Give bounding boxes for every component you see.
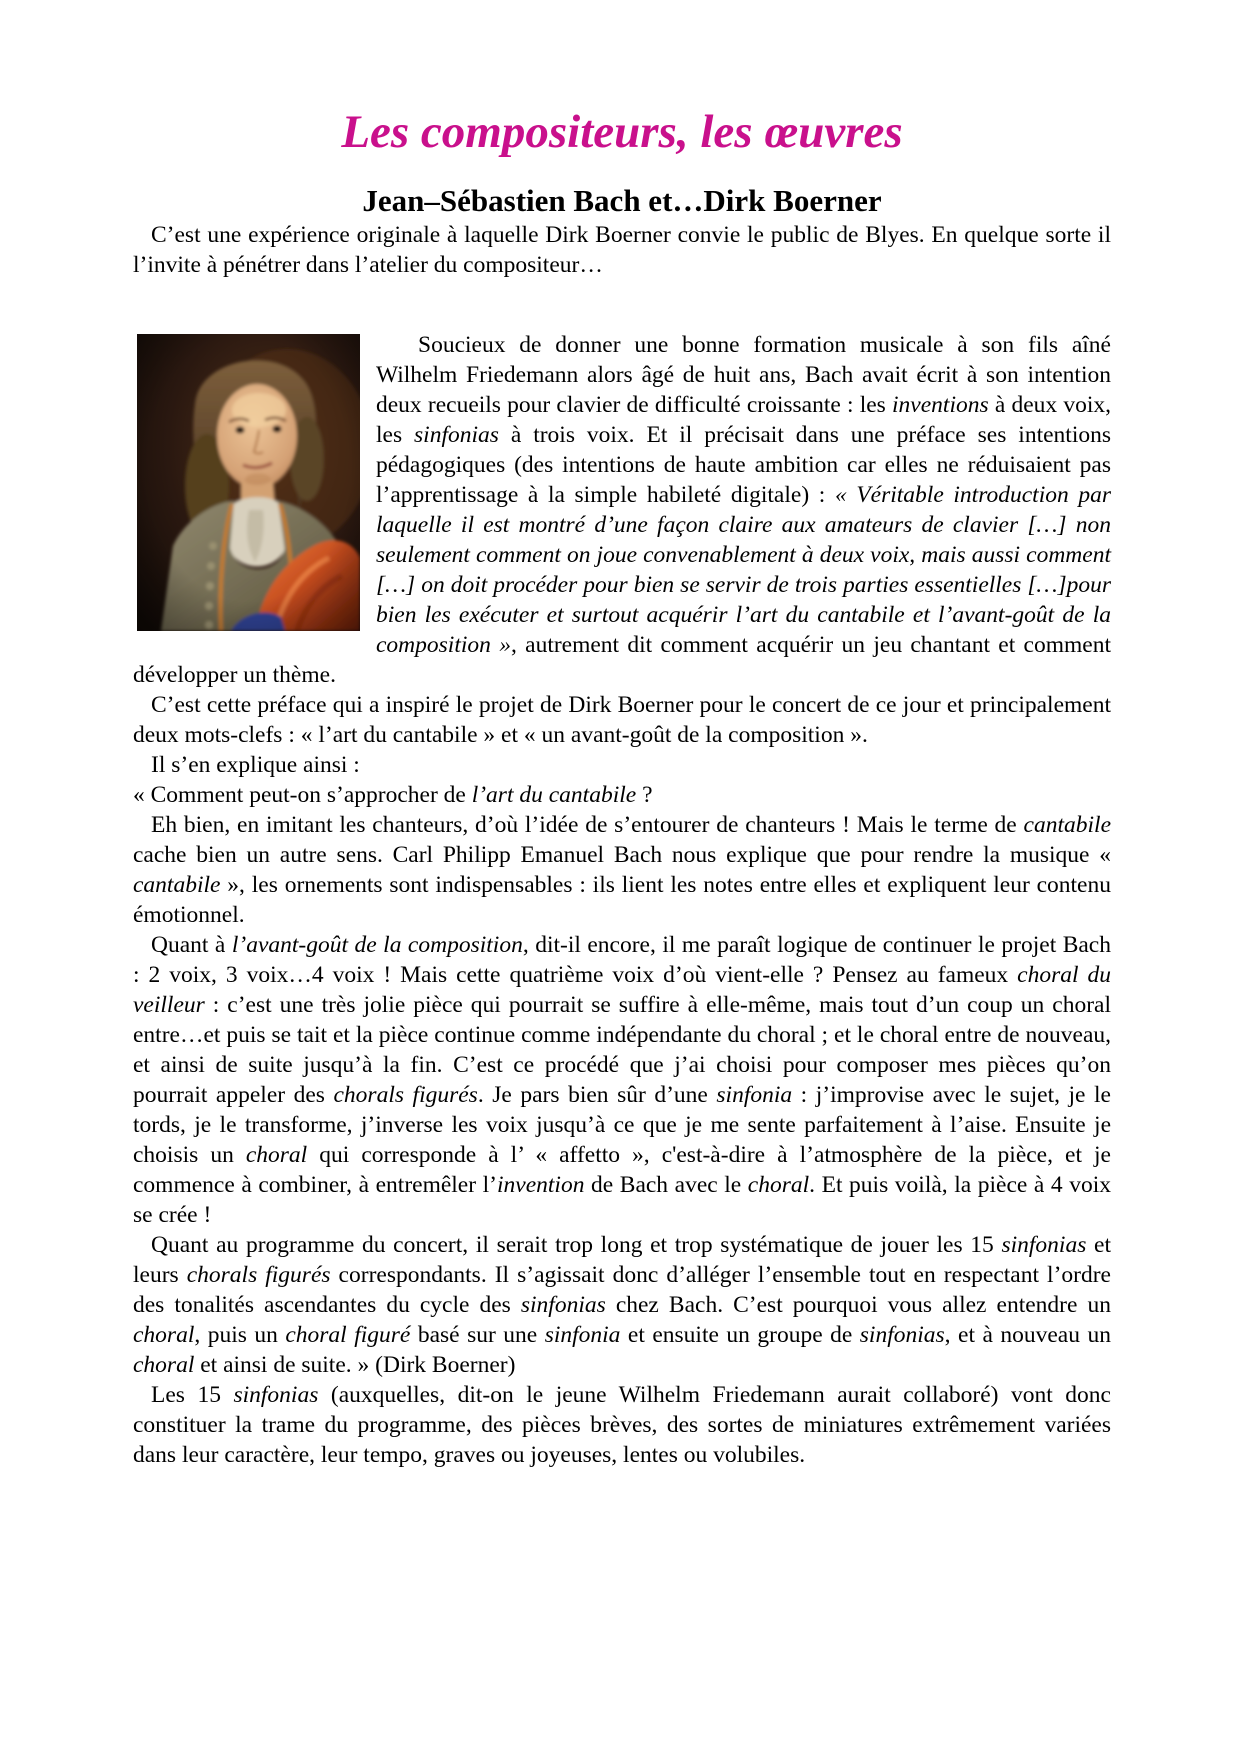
paragraph-intro: C’est une expérience originale à laquelle Dirk Boerner convie le public de Blyes. En quelque sorte il l’invite à pénétrer dans l’atelier du compositeur… bbox=[133, 221, 1111, 278]
paragraph-quant-avant-gout: Quant à l’avant-goût de la composition, dit-il encore, il me paraît logique de continuer le projet Bach : 2 voix, 3 voix…4 voix ! Mais cette quatrième voix d’où vient-elle ? Pensez au fameux choral du veilleur : c’est une très jolie pièce qui pourrait se suffire à elle-même, mais tout d’un coup un choral entre…et puis se tait et la pièce continue comme indépendante du choral ; et le choral entre de nouveau, et ainsi de suite jusqu’à la fin. C’est ce procédé que j’ai choisi pour composer mes pièces qu’on pourrait appeler des chorals figurés. Je pars bien sûr d’une sinfonia : j’improvise avec le sujet, je le tords, je le transforme, j’inverse les voix jusqu’à ce que je me sente parfaitement à l’aise. Ensuite je choisis un choral qui corresponde à l’ « affetto », c'est-à-dire à l’atmosphère de la pièce, et je commence à combiner, à entremêler l’invention de Bach avec le choral. Et puis voilà, la pièce à 4 voix se crée ! bbox=[133, 931, 1112, 1228]
bach-portrait-image bbox=[137, 334, 360, 631]
paragraph-quant-programme: Quant au programme du concert, il serait trop long et trop systématique de jouer les 15 sinfonias et leurs chorals figurés correspondants. Il s’agissait donc d’alléger l’ensemble tout en respectant l’ordre des tonalités ascendantes du cycle des sinfonias chez Bach. C’est pourquoi vous allez entendre un choral, puis un choral figuré basé sur une sinfonia et ensuite un groupe de sinfonias, et à nouveau un choral et ainsi de suite. » (Dirk Boerner) bbox=[133, 1231, 1111, 1378]
page-title: Les compositeurs, les œuvres bbox=[341, 106, 903, 158]
paragraph-eh-bien: Eh bien, en imitant les chanteurs, d’où l’idée de s’entourer de chanteurs ! Mais le terme de cantabile cache bien un autre sens. Carl Philipp Emanuel Bach nous explique que pour rendre la musique « cantabile », les ornements sont indispensables : ils lient les notes entre elles et expliquent leur contenu émotionnel. bbox=[133, 811, 1111, 928]
page-subtitle: Jean–Sébastien Bach et…Dirk Boerner bbox=[362, 183, 882, 219]
paragraph-il-sen-explique: Il s’en explique ainsi : bbox=[151, 751, 360, 778]
paragraph-with-portrait bbox=[133, 330, 1111, 690]
paragraph-soucieux: Soucieux de donner une bonne formation musicale à son fils aîné Wilhelm Friedemann alors âgé de huit ans, Bach avait écrit à son intention deux recueils pour clavier de difficulté croissante : les inventions à deux voix, les sinfonias à trois voix. Et il précisait dans une préface ses intentions pédagogiques (des intentions de haute ambition car elles ne réduisaient pas l’apprentissage à la simple habileté digitale) : « Véritable introduction par laquelle il est montré d’une façon claire aux amateurs de clavier […] non seulement comment on joue convenablement à deux voix, mais aussi comment […] on doit procéder pour bien se servir de trois parties essentielles […]pour bien les exécuter et surtout acquérir l’art du cantabile et l’avant-goût de la composition », autrement dit comment acquérir un jeu chantant et comment développer un thème. bbox=[133, 331, 1111, 688]
article-body bbox=[133, 220, 1111, 1470]
paragraph-preface: C’est cette préface qui a inspiré le projet de Dirk Boerner pour le concert de ce jour et principalement deux mots-clefs : « l’art du cantabile » et « un avant-goût de la composition ». bbox=[133, 691, 1111, 748]
paragraph-comment-cantabile: « Comment peut-on s’approcher de l’art du cantabile ? bbox=[133, 781, 653, 808]
document-content bbox=[133, 0, 1111, 1470]
paragraph-les-15-sinfonias: Les 15 sinfonias (auxquelles, dit-on le jeune Wilhelm Friedemann aurait collaboré) vont donc constituer la trame du programme, des pièces brèves, des sortes de miniatures extrêmement variées dans leur caractère, leur tempo, graves ou joyeuses, lentes ou volubiles. bbox=[133, 1381, 1111, 1468]
